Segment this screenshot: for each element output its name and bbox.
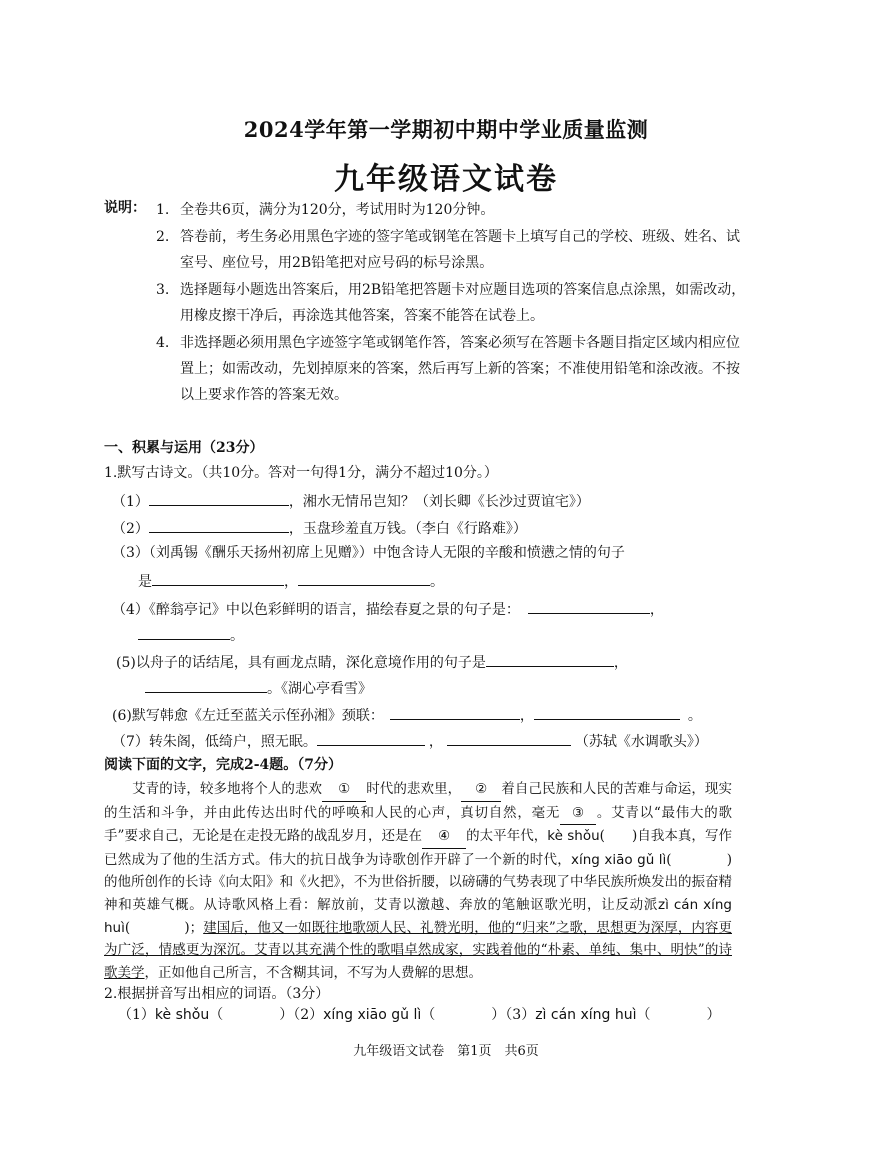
item-text: ，玉盘珍羞直万钱。（李白《行路难》）: [288, 521, 527, 537]
answer-blank[interactable]: [149, 489, 289, 506]
q1-item-4: [112, 597, 664, 620]
passage-text: ( )的他所创作的长诗《向太阳》和《火把》，不为世俗折腰，以磅礴的气势表现了中华民族所焕发出的振奋精神和英雄气概。从诗歌风格上看：解放前，艾青以激越、奔放的笔触讴歌光明，让反动派: [104, 851, 732, 913]
instruction-number: 1.: [156, 202, 170, 218]
instruction-item: [156, 197, 746, 223]
item-number: （4）: [112, 602, 149, 618]
item-text: 转朱阁，低绮户，照无眠。: [148, 734, 317, 750]
item-end: 。: [230, 628, 244, 644]
instruction-item: [156, 277, 746, 329]
instruction-number: 4.: [156, 335, 170, 351]
answer-blank[interactable]: [138, 623, 230, 640]
reading-title: 阅读下面的文字，完成2-4题。（7分）: [104, 757, 343, 773]
item-text: （刘禹锡《酬乐天扬州初席上见赠》）中饱含诗人无限的辛酸和愤懑之情的句子: [148, 545, 625, 561]
q1-item-2: [112, 516, 527, 539]
q1-item-1: [112, 489, 590, 512]
passage-text: 艾青的诗，较多地将个人的悲欢: [132, 781, 323, 797]
q1-item-6: [112, 703, 702, 726]
item-comma: ，: [428, 734, 443, 750]
passage-slot-3: ③: [560, 802, 596, 826]
answer-blank[interactable]: [447, 729, 571, 746]
item-text: 《醉翁亭记》中以色彩鲜明的语言，描绘春夏之景的句子是：: [148, 602, 520, 618]
instruction-text: 选择题每小题选出答案后，用2B铅笔把答题卡对应题目选项的答案信息点涂黑，如需改动，用橡皮擦干净后，再涂选其他答案，答案不能答在试卷上。: [180, 282, 746, 324]
instruction-number: 2.: [156, 229, 170, 245]
q2-number: （1）: [118, 1007, 155, 1023]
answer-blank[interactable]: [145, 676, 267, 693]
item-end: （苏轼《水调歌头》）: [574, 734, 708, 750]
passage-pinyin: kè shǒu: [547, 828, 600, 845]
answer-blank[interactable]: [298, 569, 430, 586]
instruction-text: 非选择题必须用黑色字迹签字笔或钢笔作答，答案必须写在答题卡各题目指定区域内相应位置上；如需改动，先划掉原来的答案，然后再写上新的答案；不准使用铅笔和涂改液。不按以上要求作答的答案无效。: [180, 335, 740, 403]
item-end: 。: [687, 708, 702, 724]
q1-item-3: [112, 543, 625, 563]
answer-blank[interactable]: [317, 729, 425, 746]
q2-answer-box[interactable]: （ ）: [421, 1007, 506, 1023]
q2-number: （3）: [505, 1007, 536, 1023]
instruction-text: 全卷共6页，满分为120分，考试用时为120分钟。: [180, 202, 495, 218]
passage-pinyin: xíng xiāo gǔ lì: [570, 851, 667, 868]
item-text: 以舟子的话结尾，具有画龙点睛，深化意境作用的句子是: [135, 655, 486, 671]
passage-slot-2: ②: [461, 778, 501, 802]
passage-text: ，正如他自己所言，不含糊其词，不写为人费解的思想。: [144, 964, 482, 981]
passage-text: 。艾青以“最伟大的歌手”要求自己，无论是在走投无路的战乱岁月，还是在: [104, 804, 733, 845]
instructions-label: 说明：: [104, 200, 146, 216]
item-text: ，湘水无情吊岂知？（刘长卿《长沙过贾谊宅》）: [288, 494, 590, 510]
q1-item-5-answer: [145, 676, 372, 699]
item-number: （7）: [112, 734, 149, 750]
q1-item-4-answer: [138, 623, 244, 646]
exam-title: 2024学年第一学期初中期中学业质量监测: [243, 117, 649, 142]
reading-passage: [104, 778, 732, 984]
q2-number: （2）: [293, 1007, 324, 1023]
question-2-title: 2.根据拼音写出相应的词语。（3分）: [104, 986, 330, 1002]
instructions-list: [156, 197, 746, 409]
passage-pinyin: zì cán xíng huì: [104, 896, 732, 936]
item-prefix: 是: [138, 574, 152, 590]
item-comma: ，: [519, 708, 534, 724]
instruction-text: 答卷前，考生务必用黑色字迹的签字笔或钢笔在答题卡上填写自己的学校、班级、姓名、试室号、座位号，用2B铅笔把对应号码的标号涂黑。: [180, 229, 740, 271]
page-footer: 九年级语文试卷 第1页 共6页: [353, 1044, 539, 1059]
q2-pinyin: xíng xiāo gǔ lì: [323, 1007, 422, 1023]
answer-blank[interactable]: [149, 516, 289, 533]
item-comma: ，: [649, 602, 664, 618]
q2-pinyin: zì cán xíng huì: [535, 1007, 637, 1023]
passage-underlined-text: 建国后，他又一如既往地歌颂人民、礼赞光明，他的“归来”之歌，思想更为深厚，内容更为广泛，情感更为深沉。艾青以其充满个性的歌唱卓然成家，实践着他的“朴素、单纯、集中、明快”的诗歌美学: [104, 919, 732, 981]
item-comma: ，: [613, 655, 628, 671]
q2-pinyin: kè shǒu: [154, 1007, 210, 1023]
item-end: 。《湖心亭看雪》: [267, 681, 372, 697]
item-text: 默写韩愈《左迁至蓝关示侄孙湘》颈联：: [131, 708, 384, 724]
item-number: （2）: [112, 521, 149, 537]
item-number: (6): [112, 708, 132, 724]
question-1-title: 1.默写古诗文。（共10分。答对一句得1分，满分不超过10分。）: [104, 465, 498, 481]
answer-blank[interactable]: [486, 650, 614, 667]
passage-text: 时代的悲欢里，: [366, 781, 462, 797]
answer-blank[interactable]: [528, 597, 650, 614]
passage-text: 着自己民族和人民的苦难与命运，现实的生活和斗争，并由此传达出时代的呼唤和人民的心声，真切自然，毫无: [104, 781, 733, 821]
item-number: （1）: [112, 494, 149, 510]
passage-slot-1: ①: [322, 778, 366, 802]
exam-subtitle: 九年级语文试卷: [334, 162, 558, 197]
passage-slot-4: ④: [422, 825, 466, 849]
answer-blank[interactable]: [390, 703, 520, 720]
q2-answer-box[interactable]: （ ）: [636, 1007, 721, 1023]
passage-text: ( )；: [124, 919, 204, 936]
answer-blank[interactable]: [152, 569, 284, 586]
passage-text: ( )自我本真，写作已然成为了他的生活方式。伟大的抗日战争为诗歌创作开辟了一个新的时代，: [104, 828, 732, 868]
item-end: 。: [430, 574, 444, 590]
passage-text: 的太平年代，: [466, 828, 548, 845]
q2-answer-box[interactable]: （ ）: [209, 1007, 294, 1023]
instruction-item: [156, 330, 746, 408]
instruction-item: [156, 224, 746, 276]
q1-item-7: [112, 729, 708, 752]
answer-blank[interactable]: [534, 703, 680, 720]
item-number: (5): [116, 655, 136, 671]
item-number: （3）: [112, 545, 149, 561]
section-title: 一、积累与运用（23分）: [104, 440, 264, 456]
item-comma: ，: [284, 574, 298, 590]
question-2-items: [118, 1004, 721, 1024]
instruction-number: 3.: [156, 282, 170, 298]
q1-item-5: [116, 650, 628, 673]
q1-item-3-answer: [138, 569, 444, 592]
